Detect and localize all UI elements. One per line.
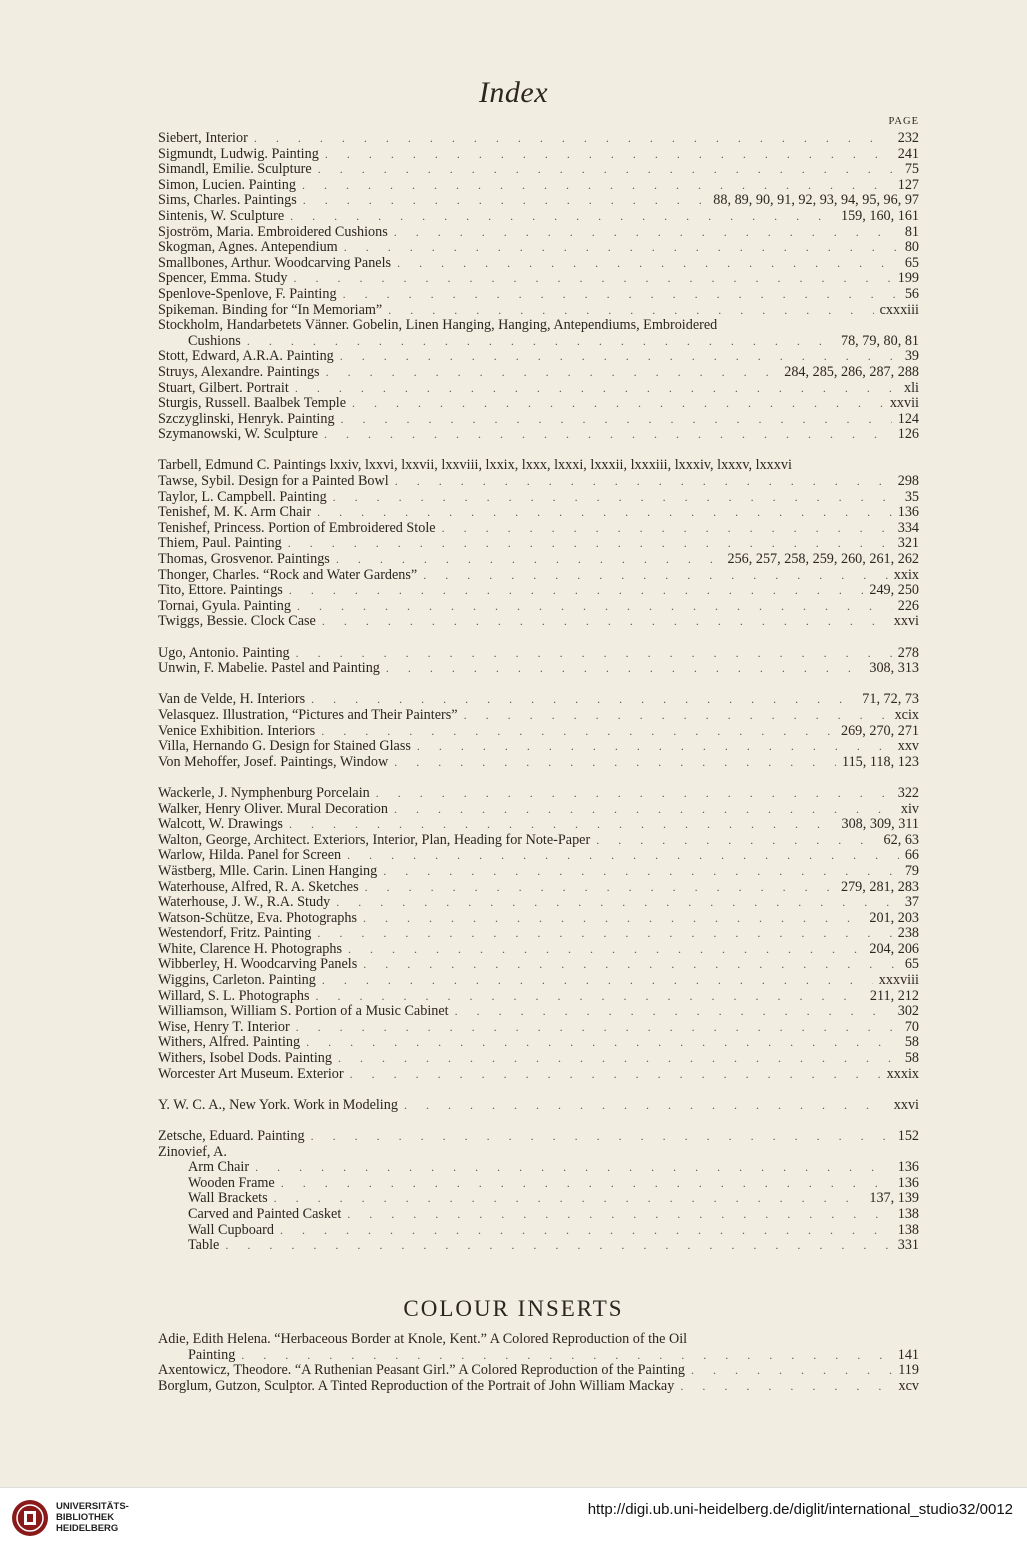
entry-text: Westendorf, Fritz. Painting (158, 925, 312, 942)
entry-text: Painting (188, 1346, 236, 1363)
entry-text: Wise, Henry T. Interior (158, 1018, 290, 1035)
index-entry (158, 661, 919, 677)
index-entry (158, 1348, 919, 1364)
index-entry (158, 864, 919, 880)
entry-text: Wooden Frame (188, 1174, 275, 1191)
leader-dots (394, 802, 895, 818)
entry-text: Taylor, L. Campbell. Painting (158, 488, 327, 505)
index-entry (158, 178, 919, 194)
leader-dots (365, 880, 835, 896)
entry-page-number: 241 (897, 145, 919, 162)
entry-text: Spenlove-Spenlove, F. Painting (158, 285, 337, 302)
entry-page-number: 127 (897, 176, 919, 193)
leader-dots (317, 505, 892, 521)
entry-text: Skogman, Agnes. Antependium (158, 239, 338, 256)
entry-page-number: 284, 285, 286, 287, 288 (784, 363, 919, 380)
index-entry (158, 1020, 919, 1036)
index-entry (158, 505, 919, 521)
entry-text: Borglum, Gutzon, Sculptor. A Tinted Reproduction of the Portrait of John William Mackay (158, 1377, 675, 1394)
leader-dots (691, 1363, 892, 1379)
leader-dots (336, 552, 722, 568)
index-entry (158, 131, 919, 147)
entry-text: Cushions (188, 332, 241, 349)
index-entry (158, 755, 919, 771)
entry-page-number: xxv (897, 738, 919, 755)
leader-dots (363, 911, 863, 927)
entry-text: White, Clarence H. Photographs (158, 940, 342, 957)
entry-page-number: 279, 281, 283 (840, 878, 919, 895)
leader-dots (464, 708, 889, 724)
entry-page-number: xxxviii (878, 972, 919, 989)
index-entry (158, 739, 919, 755)
entry-page-number: 137, 139 (869, 1190, 919, 1207)
leader-dots (397, 256, 899, 272)
entry-text: Walcott, W. Drawings (158, 816, 283, 833)
entry-page-number: 232 (897, 130, 919, 146)
entry-text: Stuart, Gilbert. Portrait (158, 379, 289, 396)
leader-dots (347, 1207, 891, 1223)
index-entry (158, 147, 919, 163)
entry-page-number: 136 (897, 504, 919, 521)
entry-text: Table (188, 1237, 220, 1254)
entry-page-number: 62, 63 (883, 831, 919, 848)
leader-dots (404, 1098, 888, 1114)
entry-text: Thonger, Charles. “Rock and Water Gardens” (158, 566, 418, 583)
leader-dots (325, 147, 892, 163)
leader-dots (376, 786, 892, 802)
index-entry (158, 833, 919, 849)
leader-dots (322, 614, 888, 630)
entry-page-number: 115, 118, 123 (842, 753, 919, 770)
entry-page-number: 56 (904, 285, 919, 302)
index-entry (158, 1176, 919, 1192)
index-entry (158, 646, 919, 662)
entry-page-number: 39 (904, 348, 919, 365)
entry-page-number: 136 (897, 1174, 919, 1191)
index-entry (158, 396, 919, 412)
entry-text: Wibberley, H. Woodcarving Panels (158, 956, 358, 973)
entry-text: Sims, Charles. Paintings (158, 192, 297, 209)
index-entry (158, 256, 919, 272)
entry-text: Tenishef, M. K. Arm Chair (158, 504, 312, 521)
entry-text: Y. W. C. A., New York. Work in Modeling (158, 1096, 398, 1113)
leader-dots (321, 724, 835, 740)
entry-page-number: 35 (904, 488, 919, 505)
entry-page-number: xxxix (886, 1065, 919, 1082)
index-entry (158, 303, 919, 319)
entry-text: Tornai, Gyula. Painting (158, 597, 291, 614)
index-entry (158, 193, 919, 209)
index-entry (158, 287, 919, 303)
leader-dots (296, 646, 892, 662)
leader-dots (293, 271, 891, 287)
entry-page-number: 308, 313 (869, 660, 919, 677)
entry-text: Walker, Henry Oliver. Mural Decoration (158, 800, 388, 817)
index-entry (158, 895, 919, 911)
entry-page-number: 65 (904, 956, 919, 973)
leader-dots (255, 1160, 892, 1176)
leader-dots (394, 225, 899, 241)
entry-text: Wiggins, Carleton. Painting (158, 972, 316, 989)
leader-dots (289, 583, 864, 599)
index-entry (158, 802, 919, 818)
entry-page-number: 152 (897, 1128, 919, 1144)
leader-dots (290, 209, 835, 225)
entry-page-number: 141 (897, 1346, 919, 1363)
leader-dots (306, 1035, 899, 1051)
entry-text: Worcester Art Museum. Exterior (158, 1065, 344, 1082)
index-entry (158, 209, 919, 225)
leader-dots (340, 349, 899, 365)
leader-dots (274, 1191, 864, 1207)
entry-text: Wackerle, J. Nymphenburg Porcelain (158, 784, 370, 801)
entry-text: Simandl, Emilie. Sculpture (158, 161, 312, 178)
index-entry (158, 349, 919, 365)
entry-page-number: 334 (897, 519, 919, 536)
index-entry (158, 1160, 919, 1176)
index-entry (158, 848, 919, 864)
entry-page-number: 238 (897, 925, 919, 942)
index-entry (158, 490, 919, 506)
entry-text: Warlow, Hilda. Panel for Screen (158, 847, 342, 864)
entry-text: Szymanowski, W. Sculpture (158, 426, 318, 443)
leader-dots (363, 957, 899, 973)
entry-text: Thiem, Paul. Painting (158, 535, 282, 552)
leader-dots (241, 1348, 891, 1364)
entry-text: Stott, Edward, A.R.A. Painting (158, 348, 334, 365)
leader-dots (455, 1004, 892, 1020)
university-seal-icon (10, 1498, 50, 1538)
index-entry (158, 692, 919, 708)
entry-text: Velasquez. Illustration, “Pictures and Their Painters” (158, 706, 458, 723)
leader-dots (317, 926, 891, 942)
leader-dots (417, 739, 892, 755)
index-entry (158, 708, 919, 724)
leader-dots (302, 178, 892, 194)
entry-text: Tito, Ettore. Paintings (158, 582, 283, 599)
index-entry (158, 240, 919, 256)
entry-page-number: xxvi (893, 613, 919, 630)
index-entry (158, 458, 919, 474)
leader-dots (680, 1379, 892, 1395)
entry-text: Unwin, F. Mabelie. Pastel and Painting (158, 660, 380, 677)
entry-text: Adie, Edith Helena. “Herbaceous Border at Knole, Kent.” A Colored Reproduction of the Oil (158, 1331, 688, 1347)
index-entry (158, 427, 919, 443)
index-entry (158, 365, 919, 381)
entry-text: Villa, Hernando G. Design for Stained Glass (158, 738, 411, 755)
index-entry (158, 271, 919, 287)
entry-page-number: 322 (897, 784, 919, 801)
source-url-link[interactable]: http://digi.ub.uni-heidelberg.de/diglit/international_studio32/0012 (587, 1501, 1013, 1518)
entry-page-number: 298 (897, 473, 919, 490)
entry-page-number: 308, 309, 311 (841, 816, 919, 833)
entry-text: Twiggs, Bessie. Clock Case (158, 613, 316, 630)
entry-text: Ugo, Antonio. Painting (158, 644, 290, 661)
leader-dots (386, 661, 863, 677)
entry-page-number: 269, 270, 271 (840, 722, 919, 739)
index-entry (158, 942, 919, 958)
leader-dots (596, 833, 877, 849)
entry-text: Simon, Lucien. Painting (158, 176, 296, 193)
entry-page-number: 66 (904, 847, 919, 864)
index-entry (158, 817, 919, 833)
index-entry (158, 1098, 919, 1114)
entry-text: Zinovief, A. (158, 1143, 227, 1160)
leader-dots (324, 427, 892, 443)
index-entry (158, 583, 919, 599)
entry-page-number: 88, 89, 90, 91, 92, 93, 94, 95, 96, 97 (713, 192, 919, 209)
index-entries (158, 131, 919, 1254)
entry-page-number: cxxxiii (879, 301, 919, 318)
index-entry (158, 1145, 919, 1161)
entry-page-number: xcix (894, 706, 919, 723)
entry-text: Spencer, Emma. Study (158, 270, 288, 287)
entry-text: Tawse, Sybil. Design for a Painted Bowl (158, 473, 389, 490)
entry-page-number: 126 (897, 426, 919, 443)
leader-dots (288, 536, 892, 552)
index-entry (158, 1004, 919, 1020)
index-entry (158, 973, 919, 989)
page-column-header: PAGE (888, 116, 919, 127)
entry-text: Sigmundt, Ludwig. Painting (158, 145, 319, 162)
index-entry (158, 1051, 919, 1067)
entry-page-number: 302 (897, 1003, 919, 1020)
leader-dots (254, 131, 892, 147)
index-entry (158, 225, 919, 241)
library-name: UNIVERSITÄTS- BIBLIOTHEK HEIDELBERG (56, 1501, 129, 1534)
entry-page-number: xxvii (889, 395, 919, 412)
index-entry (158, 1332, 919, 1348)
index-entry (158, 334, 919, 350)
entry-page-number: 226 (897, 597, 919, 614)
colour-inserts-entries (158, 1332, 919, 1394)
leader-dots (388, 303, 873, 319)
entry-page-number: 249, 250 (869, 582, 919, 599)
index-entry (158, 1379, 919, 1395)
leader-dots (296, 1020, 899, 1036)
index-entry (158, 926, 919, 942)
entry-text: Withers, Alfred. Painting (158, 1034, 301, 1051)
entry-text: Wästberg, Mlle. Carin. Linen Hanging (158, 862, 378, 879)
leader-dots (344, 240, 899, 256)
page-title: Index (478, 76, 549, 109)
entry-page-number: 204, 206 (869, 940, 919, 957)
entry-text: Van de Velde, H. Interiors (158, 691, 306, 708)
entry-page-number: 58 (904, 1050, 919, 1067)
index-entry (158, 724, 919, 740)
leader-dots (303, 193, 708, 209)
entry-page-number: xcv (898, 1377, 919, 1394)
leader-dots (352, 396, 884, 412)
leader-dots (343, 287, 899, 303)
entry-text: Venice Exhibition. Interiors (158, 722, 316, 739)
entry-page-number: xli (904, 379, 919, 396)
entry-text: Waterhouse, Alfred, R. A. Sketches (158, 878, 359, 895)
entry-page-number: 159, 160, 161 (840, 207, 919, 224)
leader-dots (225, 1238, 891, 1254)
index-entry (158, 1363, 919, 1379)
index-entry (158, 521, 919, 537)
entry-text: Willard, S. L. Photographs (158, 987, 310, 1004)
entry-page-number: 75 (904, 161, 919, 178)
entry-page-number: 65 (904, 254, 919, 271)
index-entry (158, 568, 919, 584)
entry-text: Wall Cupboard (188, 1221, 274, 1238)
entry-text: Walton, George, Architect. Exteriors, Interior, Plan, Heading for Note-Paper (158, 831, 591, 848)
index-entry (158, 1191, 919, 1207)
entry-page-number: 331 (897, 1237, 919, 1254)
entry-page-number: 278 (897, 644, 919, 661)
leader-dots (383, 864, 899, 880)
entry-text: Thomas, Grosvenor. Paintings (158, 551, 330, 568)
entry-text: Spikeman. Binding for “In Memoriam” (158, 301, 383, 318)
leader-dots (311, 1129, 892, 1145)
entry-page-number: 119 (898, 1362, 919, 1379)
index-entry (158, 1067, 919, 1083)
leader-dots (333, 490, 899, 506)
entry-page-number: 124 (897, 410, 919, 427)
entry-text: Struys, Alexandre. Paintings (158, 363, 320, 380)
index-entry (158, 1223, 919, 1239)
leader-dots (442, 521, 892, 537)
index-entry (158, 552, 919, 568)
index-entry (158, 474, 919, 490)
entry-text: Wall Brackets (188, 1190, 268, 1207)
leader-dots (280, 1223, 892, 1239)
entry-page-number: 71, 72, 73 (862, 691, 919, 708)
colour-inserts-heading: COLOUR INSERTS (403, 1296, 624, 1321)
entry-page-number: 211, 212 (869, 987, 919, 1004)
leader-dots (316, 989, 864, 1005)
leader-dots (338, 1051, 899, 1067)
entry-text: Waterhouse, J. W., R.A. Study (158, 894, 331, 911)
index-entry (158, 989, 919, 1005)
entry-page-number: 201, 203 (869, 909, 919, 926)
leader-dots (311, 692, 856, 708)
entry-text: Sintenis, W. Sculpture (158, 207, 285, 224)
leader-dots (423, 568, 888, 584)
entry-page-number: 81 (904, 223, 919, 240)
entry-text: Tenishef, Princess. Portion of Embroidered Stole (158, 519, 436, 536)
entry-text: Williamson, William S. Portion of a Music Cabinet (158, 1003, 449, 1020)
entry-text: Smallbones, Arthur. Woodcarving Panels (158, 254, 392, 271)
footer-bar (0, 1487, 1027, 1562)
entry-text: Watson-Schütze, Eva. Photographs (158, 909, 358, 926)
index-entry (158, 1207, 919, 1223)
entry-page-number: 321 (897, 535, 919, 552)
entry-page-number: 37 (904, 894, 919, 911)
leader-dots (297, 599, 892, 615)
index-entry (158, 1129, 919, 1145)
leader-dots (350, 1067, 881, 1083)
leader-dots (247, 334, 835, 350)
entry-text: Von Mehoffer, Josef. Paintings, Window (158, 753, 389, 770)
index-entry (158, 957, 919, 973)
leader-dots (281, 1176, 892, 1192)
index-entry (158, 599, 919, 615)
leader-dots (347, 848, 899, 864)
index-entry (158, 786, 919, 802)
index-entry (158, 412, 919, 428)
index-entry (158, 614, 919, 630)
entry-text: Szczyglinski, Henryk. Painting (158, 410, 335, 427)
entry-page-number: xxvi (893, 1096, 919, 1113)
entry-page-number: xxix (893, 566, 919, 583)
index-entry (158, 162, 919, 178)
entry-text: Sturgis, Russell. Baalbek Temple (158, 395, 347, 412)
entry-text: Siebert, Interior (158, 130, 248, 146)
index-entry (158, 381, 919, 397)
entry-page-number: 79 (904, 862, 919, 879)
leader-dots (289, 817, 836, 833)
leader-dots (318, 162, 899, 178)
leader-dots (322, 973, 873, 989)
entry-page-number: 78, 79, 80, 81 (840, 332, 919, 349)
index-entry (158, 911, 919, 927)
leader-dots (341, 412, 892, 428)
entry-page-number: 70 (904, 1018, 919, 1035)
index-entry (158, 536, 919, 552)
entry-page-number: 138 (897, 1221, 919, 1238)
index-entry (158, 880, 919, 896)
entry-page-number: 80 (904, 239, 919, 256)
entry-text: Tarbell, Edmund C. Paintings lxxiv, lxxvi, lxxvii, lxxviii, lxxix, lxxx, lxxxi, lxxxii, lxxxiii, lxxxiv, lxxxv, lxxxvi (158, 457, 792, 474)
index-entry (158, 318, 919, 334)
leader-dots (348, 942, 863, 958)
index-entry (158, 1238, 919, 1254)
leader-dots (395, 474, 892, 490)
entry-text: Carved and Painted Casket (188, 1205, 342, 1222)
entry-text: Zetsche, Eduard. Painting (158, 1128, 305, 1144)
entry-page-number: 199 (897, 270, 919, 287)
entry-page-number: 58 (904, 1034, 919, 1051)
leader-dots (295, 381, 898, 397)
entry-page-number: 138 (897, 1205, 919, 1222)
entry-text: Stockholm, Handarbetets Vänner. Gobelin, Linen Hanging, Hanging, Antependiums, Embroidered (158, 317, 718, 334)
entry-text: Sjoström, Maria. Embroidered Cushions (158, 223, 388, 240)
entry-page-number: 136 (897, 1159, 919, 1176)
entry-text: Axentowicz, Theodore. “A Ruthenian Peasant Girl.” A Colored Reproduction of the Painting (158, 1362, 685, 1379)
leader-dots (326, 365, 779, 381)
leader-dots (394, 755, 836, 771)
entry-page-number: 256, 257, 258, 259, 260, 261, 262 (727, 551, 919, 568)
entry-text: Withers, Isobel Dods. Painting (158, 1050, 332, 1067)
entry-text: Arm Chair (188, 1159, 250, 1176)
leader-dots (336, 895, 899, 911)
index-entry (158, 1035, 919, 1051)
entry-page-number: xiv (900, 800, 919, 817)
